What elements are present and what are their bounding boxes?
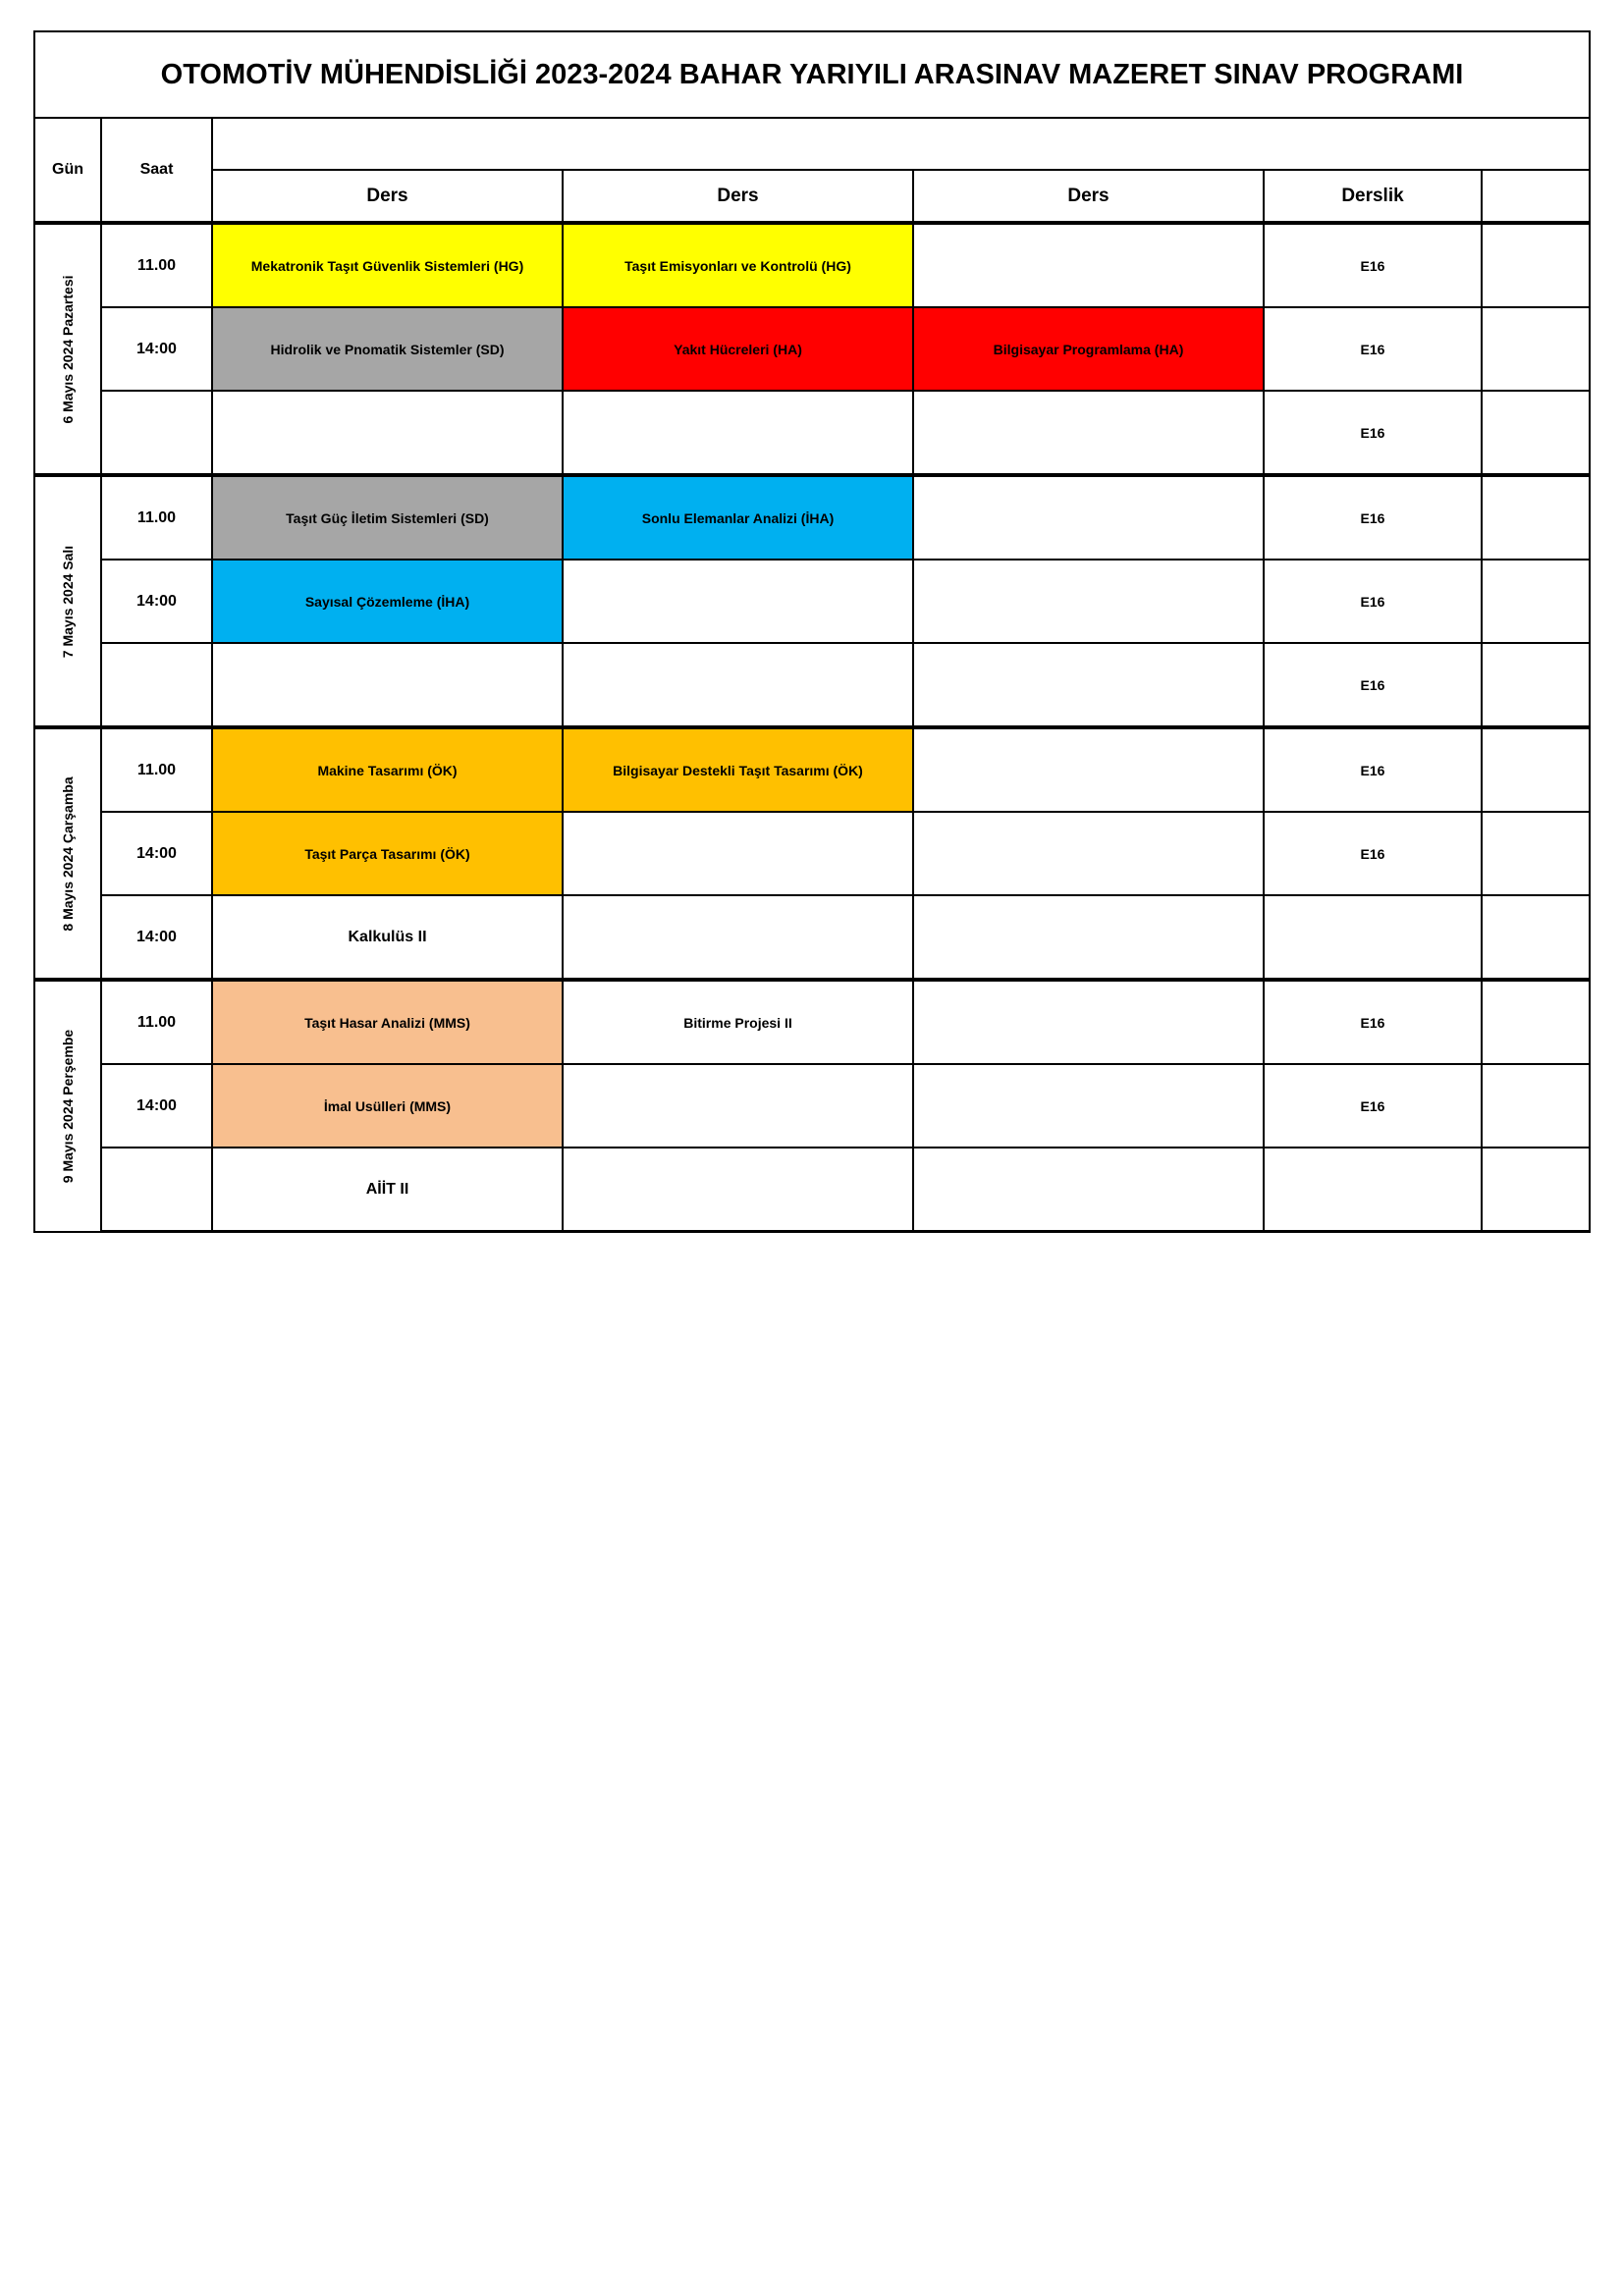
course-cell: Mekatronik Taşıt Güvenlik Sistemleri (HG) [212, 223, 563, 307]
header-derslik: Derslik [1264, 170, 1482, 223]
course-cell [913, 560, 1264, 643]
room-cell: E16 [1264, 223, 1482, 307]
day-label: 6 Mayıs 2024 Pazartesi [60, 275, 76, 423]
header-ders-2: Ders [563, 170, 913, 223]
room-cell: E16 [1264, 307, 1482, 391]
course-cell: Sonlu Elemanlar Analizi (İHA) [563, 475, 913, 560]
course-cell: Kalkulüs II [212, 895, 563, 980]
course-cell [913, 391, 1264, 475]
course-cell [913, 1064, 1264, 1148]
course-cell [563, 391, 913, 475]
day-cell [34, 475, 101, 727]
time-cell: 11.00 [101, 727, 212, 812]
course-cell: Bitirme Projesi II [563, 980, 913, 1064]
extra-cell [1482, 1064, 1590, 1148]
extra-cell [1482, 895, 1590, 980]
header-ders-1: Ders [212, 170, 563, 223]
course-cell: Taşıt Parça Tasarımı (ÖK) [212, 812, 563, 895]
course-cell: Yakıt Hücreleri (HA) [563, 307, 913, 391]
extra-cell [1482, 727, 1590, 812]
extra-cell [1482, 1148, 1590, 1232]
course-cell [913, 475, 1264, 560]
course-cell: Taşıt Hasar Analizi (MMS) [212, 980, 563, 1064]
course-cell [563, 812, 913, 895]
time-cell: 11.00 [101, 980, 212, 1064]
room-cell [1264, 895, 1482, 980]
course-cell [212, 391, 563, 475]
time-cell: 14:00 [101, 1064, 212, 1148]
room-cell: E16 [1264, 980, 1482, 1064]
header-blank [212, 118, 1590, 170]
time-cell: 14:00 [101, 560, 212, 643]
day-label: 7 Mayıs 2024 Salı [60, 545, 76, 658]
time-cell [101, 1148, 212, 1232]
extra-cell [1482, 475, 1590, 560]
course-cell: İmal Usülleri (MMS) [212, 1064, 563, 1148]
day-label: 8 Mayıs 2024 Çarşamba [60, 775, 76, 932]
page-title: OTOMOTİV MÜHENDİSLİĞİ 2023-2024 BAHAR YARIYILI ARASINAV MAZERET SINAV PROGRAMI [34, 31, 1590, 118]
exam-schedule-table [33, 30, 1591, 1233]
extra-cell [1482, 307, 1590, 391]
time-cell: 11.00 [101, 475, 212, 560]
day-label: 9 Mayıs 2024 Perşembe [60, 1029, 76, 1183]
time-cell [101, 391, 212, 475]
course-cell [563, 895, 913, 980]
room-cell [1264, 1148, 1482, 1232]
time-cell: 14:00 [101, 812, 212, 895]
course-cell [913, 812, 1264, 895]
course-cell: Makine Tasarımı (ÖK) [212, 727, 563, 812]
course-cell [563, 1148, 913, 1232]
course-cell: Hidrolik ve Pnomatik Sistemler (SD) [212, 307, 563, 391]
day-cell [34, 727, 101, 980]
room-cell: E16 [1264, 560, 1482, 643]
course-cell: Bilgisayar Destekli Taşıt Tasarımı (ÖK) [563, 727, 913, 812]
course-cell [913, 643, 1264, 727]
room-cell: E16 [1264, 1064, 1482, 1148]
time-cell [101, 643, 212, 727]
extra-cell [1482, 980, 1590, 1064]
course-cell: AİİT II [212, 1148, 563, 1232]
extra-cell [1482, 643, 1590, 727]
header-ders-3: Ders [913, 170, 1264, 223]
extra-cell [1482, 560, 1590, 643]
header-gun: Gün [34, 118, 101, 223]
course-cell [913, 1148, 1264, 1232]
course-cell: Bilgisayar Programlama (HA) [913, 307, 1264, 391]
course-cell [212, 643, 563, 727]
course-cell: Taşıt Güç İletim Sistemleri (SD) [212, 475, 563, 560]
course-cell [913, 980, 1264, 1064]
course-cell: Sayısal Çözemleme (İHA) [212, 560, 563, 643]
course-cell [563, 1064, 913, 1148]
time-cell: 14:00 [101, 307, 212, 391]
time-cell: 11.00 [101, 223, 212, 307]
room-cell: E16 [1264, 643, 1482, 727]
time-cell: 14:00 [101, 895, 212, 980]
room-cell: E16 [1264, 812, 1482, 895]
room-cell: E16 [1264, 391, 1482, 475]
course-cell [913, 727, 1264, 812]
room-cell: E16 [1264, 475, 1482, 560]
day-cell [34, 223, 101, 475]
header-saat: Saat [101, 118, 212, 223]
extra-cell [1482, 391, 1590, 475]
course-cell: Taşıt Emisyonları ve Kontrolü (HG) [563, 223, 913, 307]
header-extra [1482, 170, 1590, 223]
extra-cell [1482, 812, 1590, 895]
room-cell: E16 [1264, 727, 1482, 812]
course-cell [563, 560, 913, 643]
course-cell [913, 223, 1264, 307]
course-cell [563, 643, 913, 727]
day-cell [34, 980, 101, 1232]
course-cell [913, 895, 1264, 980]
extra-cell [1482, 223, 1590, 307]
